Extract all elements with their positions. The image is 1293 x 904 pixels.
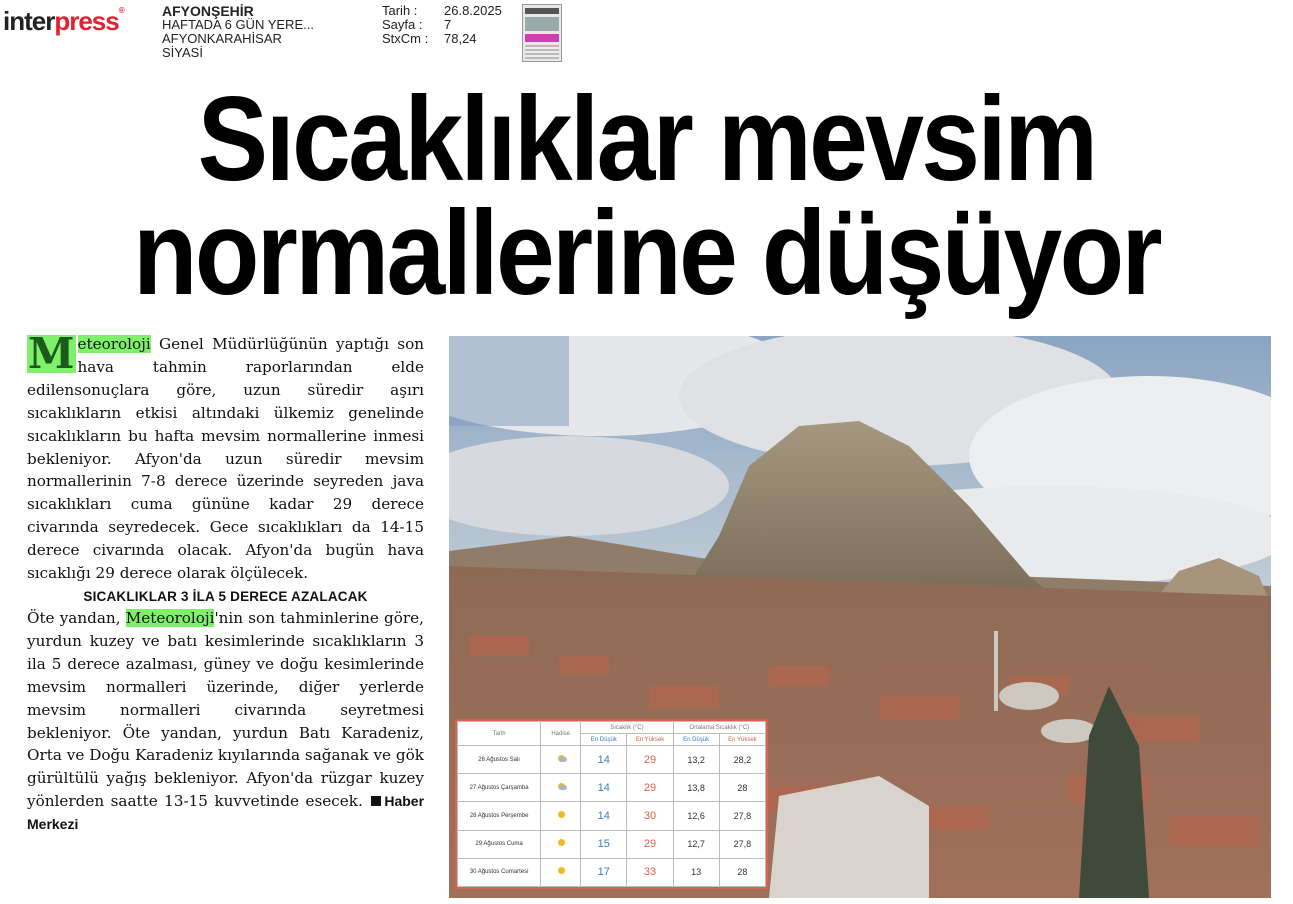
row-day: 30 Ağustos Cumartesi — [458, 858, 541, 886]
header-max: En Yüksek — [627, 734, 673, 746]
date-value: 26.8.2025 — [444, 3, 502, 18]
highlight-keyword: Meteoroloji — [125, 608, 215, 627]
row-max: 30 — [627, 802, 673, 830]
row-min: 17 — [581, 858, 627, 886]
header-weather: Hadise — [541, 722, 581, 746]
byline: Haber Merkezi — [27, 793, 425, 833]
header-min: En Düşük — [581, 734, 627, 746]
article-subheading: SICAKLIKLAR 3 İLA 5 DERECE AZALACAK — [83, 588, 368, 604]
header-avg-max: En Yüksek — [719, 734, 765, 746]
headline-line-1: Sıcaklıklar mevsim — [197, 72, 1096, 206]
table-row — [458, 746, 766, 774]
row-avg-min: 13,8 — [673, 774, 719, 802]
row-max: 29 — [627, 746, 673, 774]
sun-icon — [555, 810, 567, 820]
partly-cloudy-icon — [555, 782, 567, 792]
row-max: 29 — [627, 830, 673, 858]
row-min: 14 — [581, 746, 627, 774]
publication-section: SİYASİ — [162, 45, 203, 60]
page-label: Sayfa : — [382, 17, 423, 32]
row-max: 29 — [627, 774, 673, 802]
row-min: 14 — [581, 802, 627, 830]
header-avg-min: En Düşük — [673, 734, 719, 746]
date-label: Tarih : — [382, 3, 418, 18]
table-row — [458, 830, 766, 858]
interpress-logo: interpress® — [3, 6, 124, 36]
header-average-temperature: Ortalama Sıcaklık (°C) — [673, 722, 765, 734]
page-value: 7 — [444, 17, 452, 32]
drop-cap: M — [28, 329, 75, 378]
publication-frequency: HAFTADA 6 GÜN YERE... — [162, 17, 314, 32]
row-day: 26 Ağustos Salı — [458, 746, 541, 774]
row-avg-min: 12,6 — [673, 802, 719, 830]
row-min: 15 — [581, 830, 627, 858]
row-avg-max: 28,2 — [719, 746, 765, 774]
row-avg-min: 12,7 — [673, 830, 719, 858]
header-date: Tarih — [458, 722, 541, 746]
table-row — [458, 774, 766, 802]
headline-line-2: normallerine düşüyor — [133, 186, 1160, 320]
size-value: 78,24 — [444, 31, 477, 46]
publication-city: AFYONKARAHİSAR — [162, 31, 282, 46]
table-row — [458, 858, 766, 886]
row-max: 33 — [627, 858, 673, 886]
article-paragraph-2: Öte yandan, Meteoroloji'nin son tahminlerine göre, yurdun kuzey ve batı kesimlerinde sıcaklıkların 3 ila 5 derece azalması, güney ve doğu kesimlerinde mevsim normalleri üzerinde, diğer yerlerde mevsim normalleri civarında seyretmesi bekleniyor. Öte yandan, yurdun Batı Karadeniz, Orta ve Doğu Karadeniz kıyılarında sağanak ve gök gürültülü yağış bekleniyor. Afyon'da rüzgar kuzey yönlerden saatte 13-15 kuvvetinde esecek. Haber Merkezi — [27, 608, 425, 833]
row-avg-min: 13 — [673, 858, 719, 886]
clipping-header — [0, 0, 1293, 70]
row-day: 27 Ağustos Çarşamba — [458, 774, 541, 802]
highlight-keyword: eteoroloji — [77, 335, 151, 353]
byline-square-icon — [371, 796, 381, 806]
page-thumbnail[interactable] — [522, 4, 562, 62]
header-temperature: Sıcaklık (°C) — [581, 722, 673, 734]
article-paragraph-1: M eteoroloji Genel Müdürlüğünün yaptığı son hava tahmin raporlarından elde edilensonuçlara göre, uzun süredir aşırı sıcaklıkların etkisi altındaki ülkemiz genelinde sıcaklıkların bu hafta mevsim normallerine inmesi bekleniyor. Afyon'da uzun süredir mevsim normallerinin 7-8 derece üzerinde seyreden java sıcaklıkları cuma gününe kadar 29 derece civarında seyredecek. Gece sıcaklıkları da 14-15 derece civarında olacak. Afyon'da bugün hava sıcaklığı 29 derece olarak ölçülecek. — [27, 329, 424, 583]
sun-icon — [555, 866, 567, 876]
partly-cloudy-icon — [555, 754, 567, 764]
publication-name: AFYONŞEHİR — [162, 3, 254, 19]
row-avg-min: 13,2 — [673, 746, 719, 774]
sun-icon — [555, 838, 567, 848]
row-avg-max: 28 — [719, 774, 765, 802]
table-row — [458, 802, 766, 830]
row-day: 29 Ağustos Cuma — [458, 830, 541, 858]
row-min: 14 — [581, 774, 627, 802]
weather-forecast-table — [455, 719, 768, 889]
clipping-meta — [382, 4, 502, 46]
headline — [0, 72, 1293, 320]
row-avg-max: 27,8 — [719, 802, 765, 830]
article-body — [27, 329, 425, 836]
publication-info — [162, 4, 314, 60]
row-avg-max: 28 — [719, 858, 765, 886]
row-avg-max: 27,8 — [719, 830, 765, 858]
size-label: StxCm : — [382, 31, 429, 46]
row-day: 28 Ağustos Perşembe — [458, 802, 541, 830]
